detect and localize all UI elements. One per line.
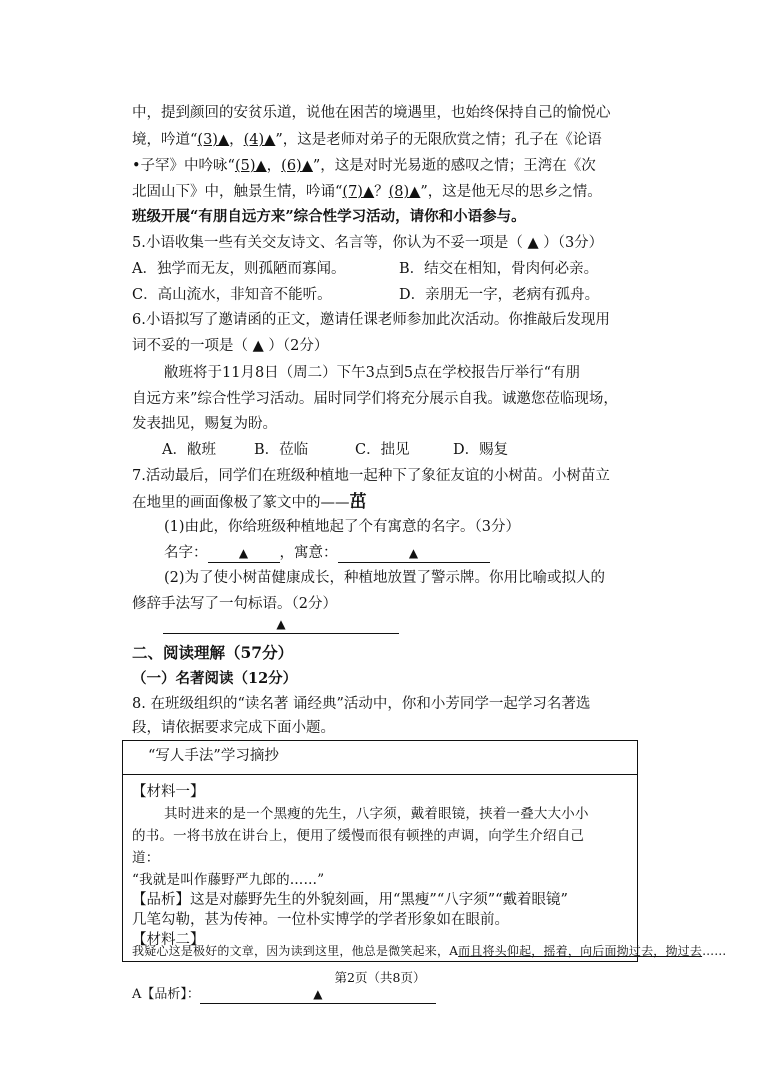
text: ？ [374,184,389,200]
material-1-label: 【材料一】 [132,784,205,800]
analysis-2-line [132,985,436,1005]
blank-6: (6)▲ [281,158,313,174]
q6-option-d: D．赐复 [453,442,509,458]
q6-stem-1: 6.小语拟写了邀请函的正文，邀请任课老师参加此次活动。你推敲后发现用 [132,312,610,328]
q6-letter-3: 发表拙见，赐复为盼。 [132,416,277,432]
blank-5: (5)▲ [234,158,267,174]
material-1-line-3: 道： [132,850,160,866]
q7-part-2a: (2)为了使小树苗健康成长，种植地放置了警示牌。你用比喻或拟人的 [164,570,606,586]
activity-heading: 班级开展“有朋自远方来”综合性学习活动，请你和小语参与。 [132,208,526,225]
text: •子罕》中吟咏“ [132,158,235,174]
text: ”，这是他无尽的思乡之情。 [420,184,602,200]
q6-stem-2: 词不妥的一项是（ ▲ ）（2分） [132,338,329,354]
material-2-line-1 [132,944,727,958]
text: 在地里的画面像极了篆文中的—— [132,495,350,511]
q5-option-a: A．独学而无友，则孤陋而寡闻。 [132,261,346,277]
blank-7: (7)▲ [342,184,375,200]
q8-stem-1: 8. 在班级组织的“读名著 诵经典”活动中，你和小芳同学一起学习名著选 [132,696,591,712]
material-2-label: 【材料二】 [132,932,205,948]
slogan-line [163,614,399,634]
q7-part-2b: 修辞手法写了一句标语。（2分） [132,596,337,612]
underlined-phrase-2: 摇着，向后面拗过去，拗过去 [543,944,703,958]
name-blank[interactable]: ▲ [208,545,280,563]
analysis-1-line-1: 【品析】这是对藤野先生的外貌刻画，用“黑瘦”“八字须”“戴着眼镜” [132,892,568,908]
q7-part-1: (1)由此，你给班级种植地起了个有寓意的名字。（3分） [164,519,521,535]
intro-line-2 [132,130,602,150]
q6-option-a: A．敝班 [162,442,216,458]
material-1-line-2: 的书。一将书放在讲台上，便用了缓慢而很有顿挫的声调，向学生介绍自己 [132,828,585,844]
excerpt-box-divider [122,774,638,775]
text: 北固山下》中，触景生情，吟诵“ [132,184,343,200]
blank-3: (3)▲ [197,132,230,148]
q5-stem: 5.小语收集一些有关交友诗文、名言等，你认为不妥一项是（ ▲ ）（3分） [132,235,604,251]
text: …… [702,944,727,958]
q6-option-b: B．莅临 [254,442,309,458]
text: ”，这是老师对弟子的无限欣赏之情；孔子在《论语 [275,132,602,148]
blank-4: (4)▲ [243,132,276,148]
section-2-title: 二、阅读理解（57分） [132,643,294,662]
q6-letter-2: 自远方来”综合性学习活动。届时同学们将充分展示自我。诚邀您莅临现场， [132,391,618,407]
underlined-phrase: 而且将头仰起， [458,944,544,958]
q8-stem-2: 段，请依据要求完成下面小题。 [132,720,335,736]
intro-line-4 [132,182,602,202]
q7-stem-2 [132,492,367,513]
text: 我疑心这是极好的文章，因为读到这里，他总是微笑起来，A [132,944,459,958]
q5-option-d: D．亲朋无一字，老病有孤舟。 [399,287,600,303]
page-footer: 第2页（共8页） [334,970,426,985]
text: 境，吟道“ [132,132,198,148]
section-2-subtitle: （一）名著阅读（12分） [132,670,298,687]
blank-8: (8)▲ [388,184,421,200]
text: ， [266,158,282,174]
analysis-2-label: A【品析】： [132,987,200,1002]
q5-option-b: B．结交在相知，骨肉何必亲。 [399,261,599,277]
slogan-blank[interactable]: ▲ [163,616,399,634]
q7-name-line [164,543,490,563]
material-1-line-1: 其时进来的是一个黑瘦的先生，八字须，戴着眼镜，挟着一叠大大小小 [164,806,589,822]
name-label: 名字： [164,545,208,561]
excerpt-box-title: “写人手法”学习摘抄 [148,748,279,764]
q6-option-c: C．拙见 [355,442,410,458]
q5-option-c: C．高山流水，非知音不能听。 [132,287,332,303]
intro-line-3 [132,156,596,176]
seal-script-glyph: 茁 [349,492,367,512]
intro-line-1: 中，提到颜回的安贫乐道，说他在困苦的境遇里，也始终保持自己的愉悦心 [132,105,611,121]
text: ”，这是对时光易逝的感叹之情；王湾在《次 [312,158,596,174]
q6-letter-1: 敝班将于11月8日（周二）下午3点到5点在学校报告厅举行“有朋 [164,365,581,381]
analysis-2-blank[interactable]: ▲ [200,986,436,1004]
meaning-label: ，寓意： [279,545,338,561]
text: ， [229,132,244,148]
q7-stem-1: 7.活动最后，同学们在班级种植地一起种下了象征友谊的小树苗。小树苗立 [132,468,610,484]
meaning-blank[interactable]: ▲ [338,545,490,563]
analysis-1-line-2: 几笔勾勒，甚为传神。一位朴实博学的学者形象如在眼前。 [132,912,509,928]
material-1-line-4: “我就是叫作藤野严九郎的……” [132,872,325,888]
